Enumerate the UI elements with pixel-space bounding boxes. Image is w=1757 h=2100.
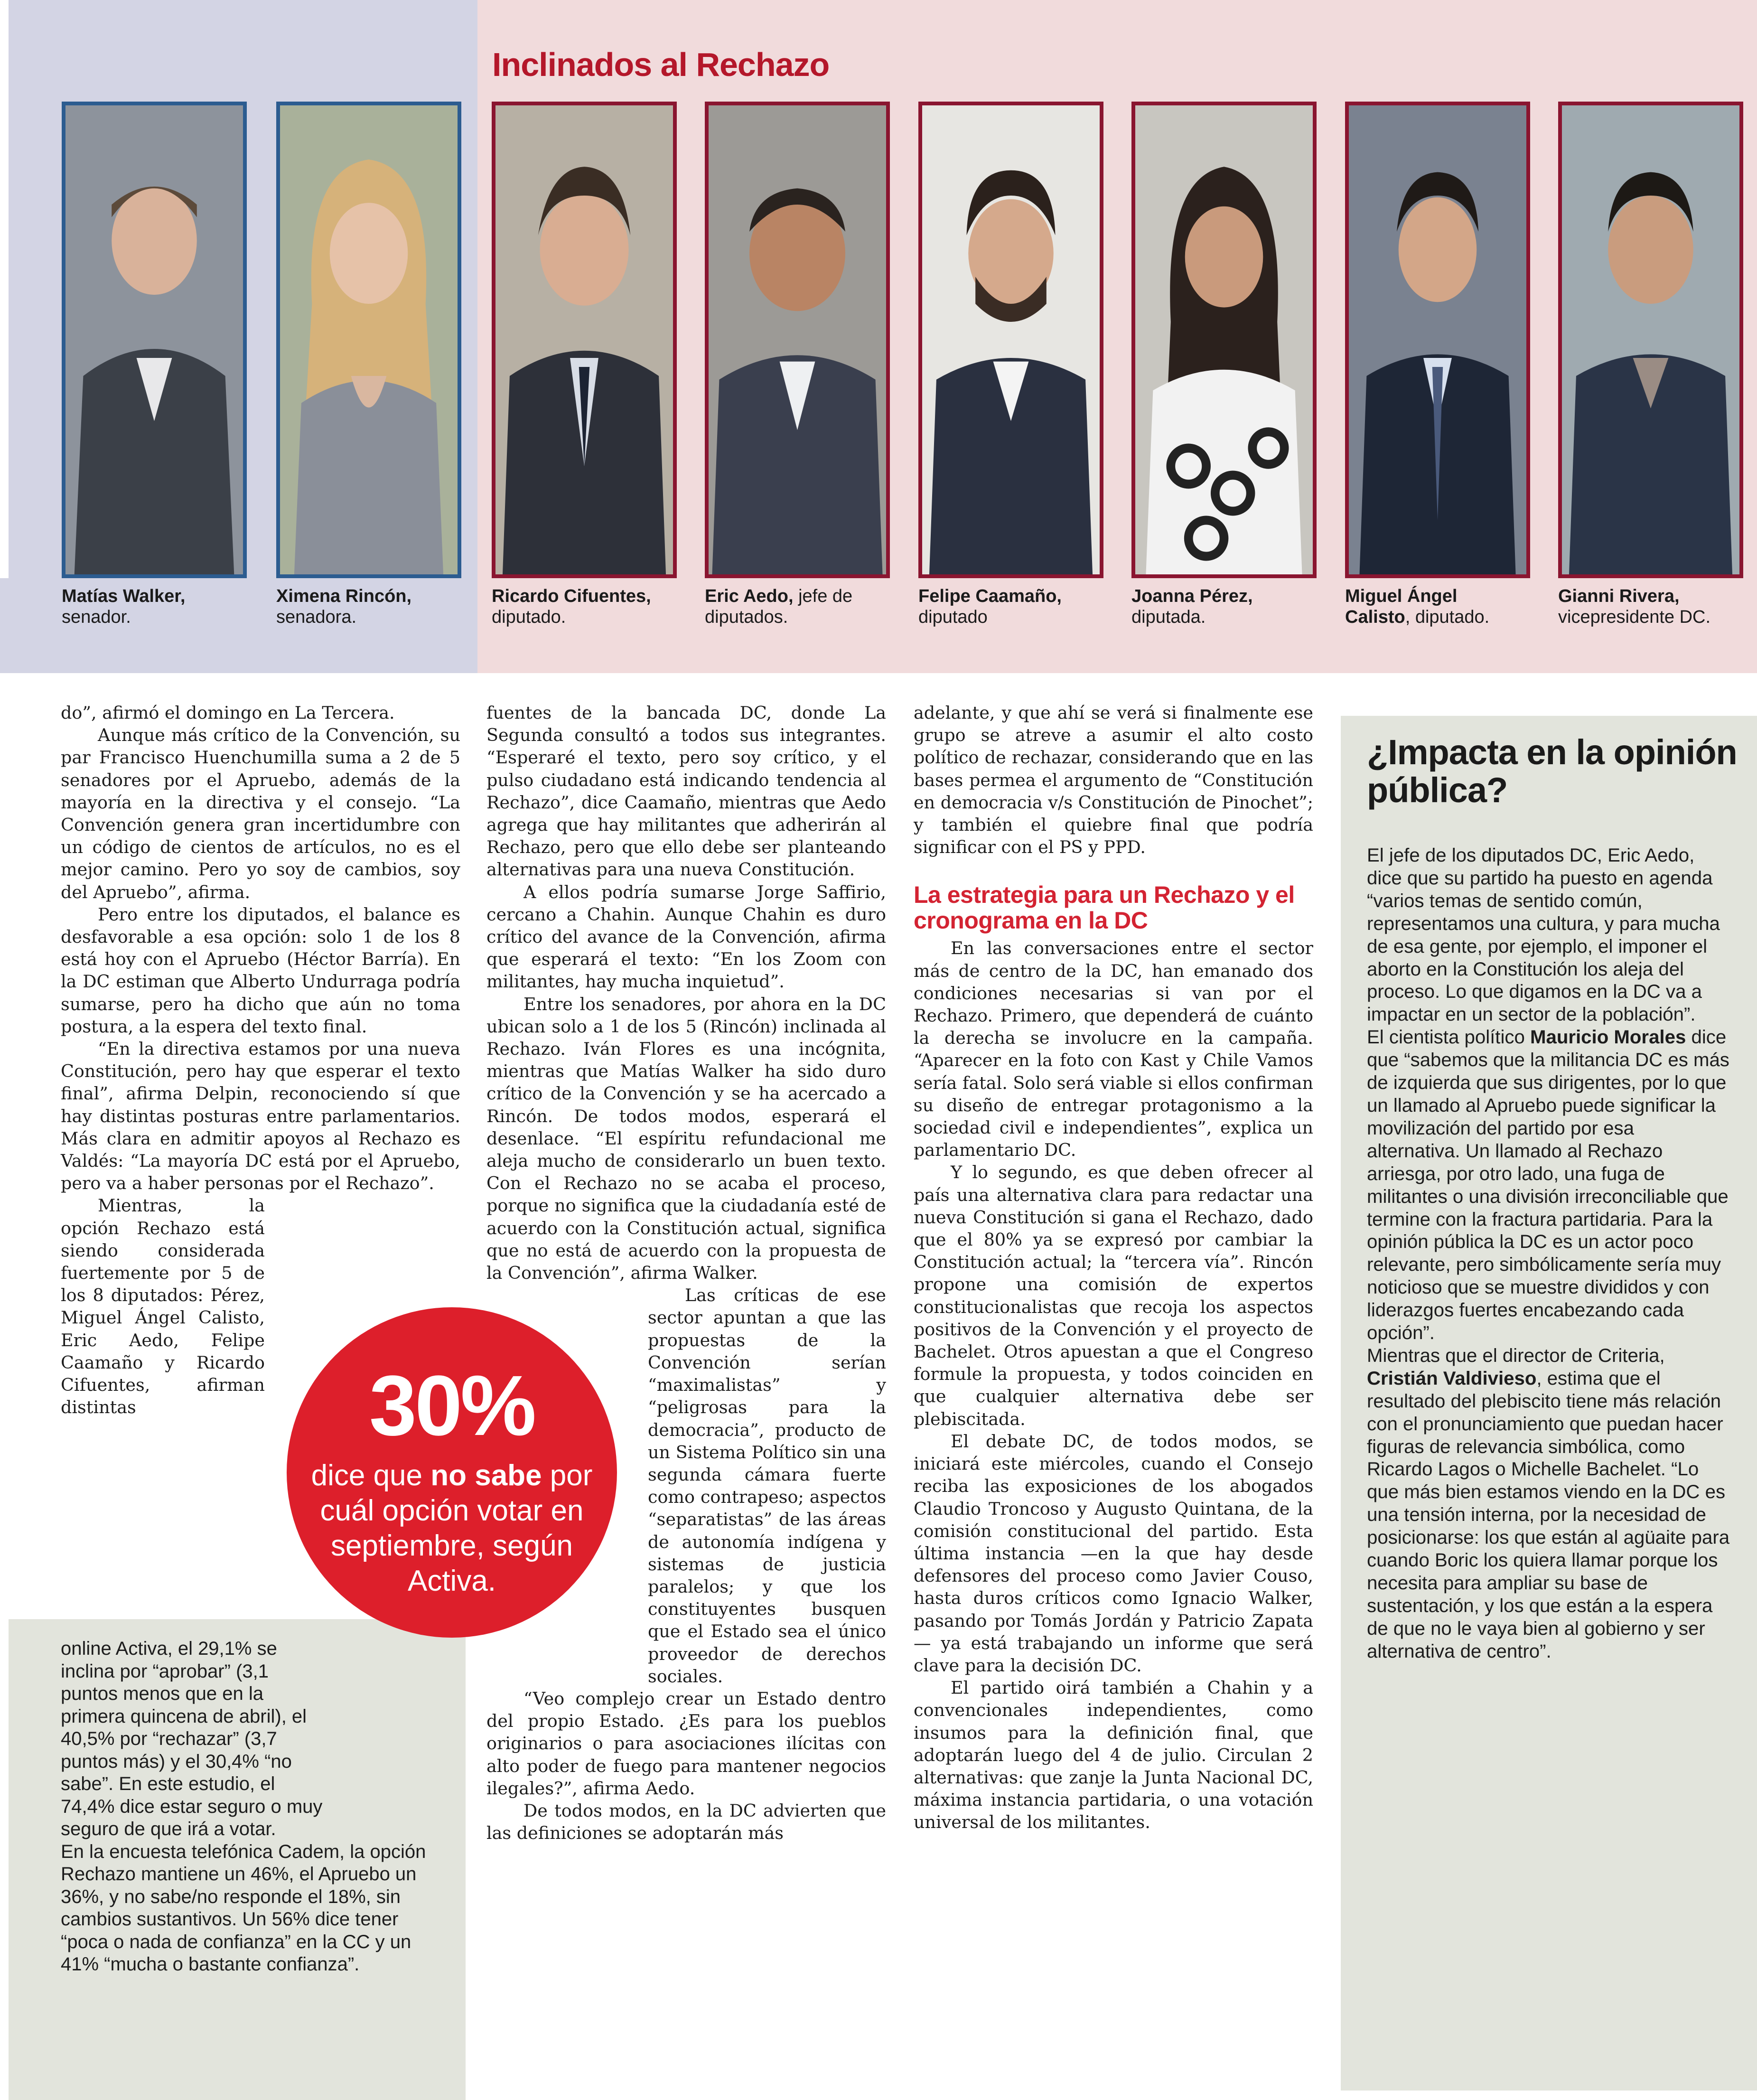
caption-matias-walker: Matías Walker, senador. [62,586,186,627]
paragraph: adelante, y que ahí se verá si finalmente ese grupo se atreve a asumir el alto costo político de rechazar, considerando que en las bases permea el argumento de “Constitución en democracia v/s Constitución de Pinochet”; y también el quiebre final que podría significar con el PS y PPD. [914,703,1313,858]
paragraph: Las críticas de ese sector apuntan a que las propuestas de la Convención serían “maximalistas” y “peligrosas para la democracia”, producto de un Sistema Político sin una segunda cámara fuerte como contrapeso; aspectos “separatistas” de las áreas de autonomía indígena y sistemas de justicia paralelos; y que los constituyentes busquen que el Estado sea el único proveedor de derechos sociales. [648,1285,886,1687]
highlight-name: Mauricio Morales [1530,1026,1686,1048]
caption-eric-aedo: Eric Aedo, jefe de diputados. [705,586,853,627]
section-subhead: La estrategia para un Rechazo y el cronograma en la DC [914,881,1295,934]
band-title: Inclinados al Rechazo [492,46,830,83]
caption-ximena-rincon: Ximena Rincón, senadora. [276,586,412,627]
portrait-felipe-caamano [918,102,1103,578]
stat-description: dice que no sabe por cuál opción votar en septiembre, según Activa. [311,1459,593,1597]
article-column-3 [914,702,1313,1834]
caption-ricardo-cifuentes: Ricardo Cifuentes, diputado. [492,586,651,627]
sidebar-paragraph: El jefe de los diputados DC, Eric Aedo, dice que su partido ha puesto en agenda “varios temas de sentido común, representamos una cultura, y para mucha de esa gente, por ejemplo, el imponer el aborto en la Constitución los aleja del proceso. Lo que digamos en la DC va a impactar en un sector de la población”. [1367,844,1720,1025]
portrait-ricardo-cifuentes [492,102,677,578]
portrait-miguel-angel-calisto [1345,102,1530,578]
article-column-1 [61,702,460,1419]
survey-box-text [61,1638,436,1976]
paragraph: El debate DC, de todos modos, se iniciará este miércoles, cuando el Consejo reciba las exposiciones de los abogados Claudio Troncoso y Augusto Quintana, de la comisión constitucional del partido. Esta última instancia —en la que hay desde defensores del proceso como Javier Couso, hasta duros críticos como Ignacio Walker, pasando por Tomás Jordán y Patricio Zapata— ya está trabajando un informe que será clave para la decisión DC. [914,1431,1313,1676]
portrait-eric-aedo [705,102,890,578]
paragraph: Mientras, la opción Rechazo está siendo considerada fuertemente por 5 de los 8 diputados: Pérez, Miguel Ángel Calisto, Eric Aedo, Felipe Caamaño y Ricardo Cifuentes, afirman distintas [61,1195,265,1418]
paragraph: Aunque más crítico de la Convención, su par Francisco Huenchumilla suma a 2 de 5 senadores por el Apruebo, además de la mayoría en la directiva y el consejo. “La Convención genera gran incertidumbre con un código de cientos de artículos, no es el mejor camino. Pero yo soy de cambios, soy del Apruebo”, afirma. [61,725,460,902]
caption-miguel-angel-calisto: Miguel Ángel Calisto, diputado. [1345,586,1490,627]
sidebar-paragraph: Mientras que el director de Criteria, Cristián Valdivieso, estima que el resultado del plebiscito tiene más relación con el pronunciamiento que puedan hacer figuras de relevancia simbólica, como Ricardo Lagos o Michelle Bachelet. “Lo que más bien estamos viendo en la DC es una tensión interna, por la necesidad de posicionarse: los que están al agüaite para cuando Boric los quiera llamar porque los necesita para ampliar su base de sustentación, y los que están a la espera de que no le vaya bien al gobierno y ser alternativa de centro”. [1367,1344,1730,1662]
caption-joanna-perez: Joanna Pérez, diputada. [1131,586,1253,627]
article-column-2 [486,702,886,1844]
paragraph: Y lo segundo, es que deben ofrecer al país una alternativa clara para redactar una nueva Constitución si gana el Rechazo, dado que el 80% ya se expresó por cambiar la Constitución actual; la “tercera vía”. Rincón propone una comisión de expertos constitucionalistas que recoja los aspectos positivos de la Convención y el proyecto de Bachelet. Otros apuestan a que el Congreso formule la propuesta, y todos coinciden en que cualquier alternativa debe ser plebiscitada. [914,1162,1313,1429]
portrait-ximena-rincon [276,102,461,578]
paragraph: “En la directiva estamos por una nueva Constitución, pero hay que esperar el texto final”, afirma Delpin, reconociendo sí que hay distintas posturas entre parlamentarios. Más clara en admitir apoyos al Rechazo es Valdés: “La mayoría DC está por el Apruebo, pero va a haber personas por el Rechazo”. [61,1039,460,1194]
stat-circle [287,1307,617,1638]
sidebar-paragraph: El cientista político Mauricio Morales dice que “sabemos que la militancia DC es más de izquierda que sus dirigentes, por lo que un llamado al Apruebo puede significar la movilización del partido por esa alternativa. Un llamado al Rechazo arriesga, por otro lado, una fuga de militantes o una división irreconciliable que termine con la fractura partidaria. Para la opinión pública la DC es un actor poco relevante, pero simbólicamente sería muy noticioso que se muestre divididos y con liderazgos fuertes encabezando cada opción”. [1367,1026,1729,1344]
paragraph: Pero entre los diputados, el balance es desfavorable a esa opción: solo 1 de los 8 está hoy con el Apruebo (Héctor Barría). En la DC estiman que Alberto Undurraga podría sumarse, pero ha dicho que aún no toma postura, a la espera del texto final. [61,904,460,1037]
portrait-matias-walker [62,102,247,578]
paragraph: “Veo complejo crear un Estado dentro del propio Estado. ¿Es para los pueblos originarios o para asociaciones ilícitas con alto poder de fuego para mantener negocios ilegales?”, afirma Aedo. [486,1688,886,1799]
portrait-joanna-perez [1131,102,1317,578]
sidebar-title: ¿Impacta en la opinión pública? [1367,732,1737,810]
paragraph: En las conversaciones entre el sector más de centro de la DC, han emanado dos condiciones necesarias si van por el Rechazo. Primero, que dependerá de cuánto la derecha se involucre en la campaña. “Aparecer en la foto con Kast y Chile Vamos sería fatal. Solo será viable si ellos confirman su diseño de entregar protagonismo a la sociedad civil e independientes”, explica un parlamentario DC. [914,938,1313,1161]
paragraph: Entre los senadores, por ahora en la DC ubican solo a 1 de los 5 (Rincón) inclinada al Rechazo. Iván Flores es una incógnita, mientras que Matías Walker ha sido duro crítico de la Convención y se ha acercado a Rincón. De todos modos, esperará el desenlace. “El espíritu refundacional me aleja mucho de considerarlo un buen texto. Con el Rechazo no se acaba el proceso, porque no significa que la ciudadanía esté de acuerdo con la Constitución actual, significa que no está de acuerdo con la propuesta de la Convención”, afirma Walker. [486,994,886,1284]
paragraph: De todos modos, en la DC advierten que las definiciones se adoptarán más [486,1800,886,1844]
caption-gianni-rivera: Gianni Rivera, vicepresidente DC. [1558,586,1711,627]
paragraph: A ellos podría sumarse Jorge Saffirio, cercano a Chahin. Aunque Chahin es duro crítico del avance de la Convención, afirma que esperará el texto: “En los Zoom con militantes, hay mucha inquietud”. [486,881,886,992]
stat-value: 30% [369,1358,535,1453]
caption-felipe-caamano: Felipe Caamaño, diputado [918,586,1062,627]
sidebar-text [1367,844,1732,1663]
highlight-name: Cristián Valdivieso [1367,1367,1537,1389]
portrait-gianni-rivera [1558,102,1743,578]
survey-paragraph: En la encuesta telefónica Cadem, la opción Rechazo mantiene un 46%, el Apruebo un 36%, y no sabe/no responde el 18%, sin cambios sustantivos. Un 56% dice tener “poca o nada de confianza” en la CC y un 41% “mucha o bastante confianza”. [61,1841,426,1975]
band-margin [0,0,9,578]
survey-paragraph: online Activa, el 29,1% se inclina por “aprobar” (3,1 puntos menos que en la primera quincena de abril), el 40,5% por “rechazar” (3,7 puntos más) y el 30,4% “no sabe”. En este estudio, el 74,4% dice estar seguro o muy seguro de que irá a votar. [61,1638,323,1839]
paragraph: do”, afirmó el domingo en La Tercera. [61,703,395,723]
paragraph: El partido oirá también a Chahin y a convencionales independientes, como insumos para la definición final, que adoptarán luego del 4 de julio. Circulan 2 alternativas: que zanje la Junta Nacional DC, máxima instancia partidaria, o una votación universal de los militantes. [914,1678,1313,1833]
paragraph: fuentes de la bancada DC, donde La Segunda consultó a todos sus integrantes. “Esperaré el texto, pero soy crítico, y el pulso ciudadano está indicando tendencia al Rechazo”, dice Caamaño, mientras que Aedo agrega que hay militantes que adherirán al Rechazo, pero que ello debe ser planteando alternativas para una nueva Constitución. [486,703,886,880]
